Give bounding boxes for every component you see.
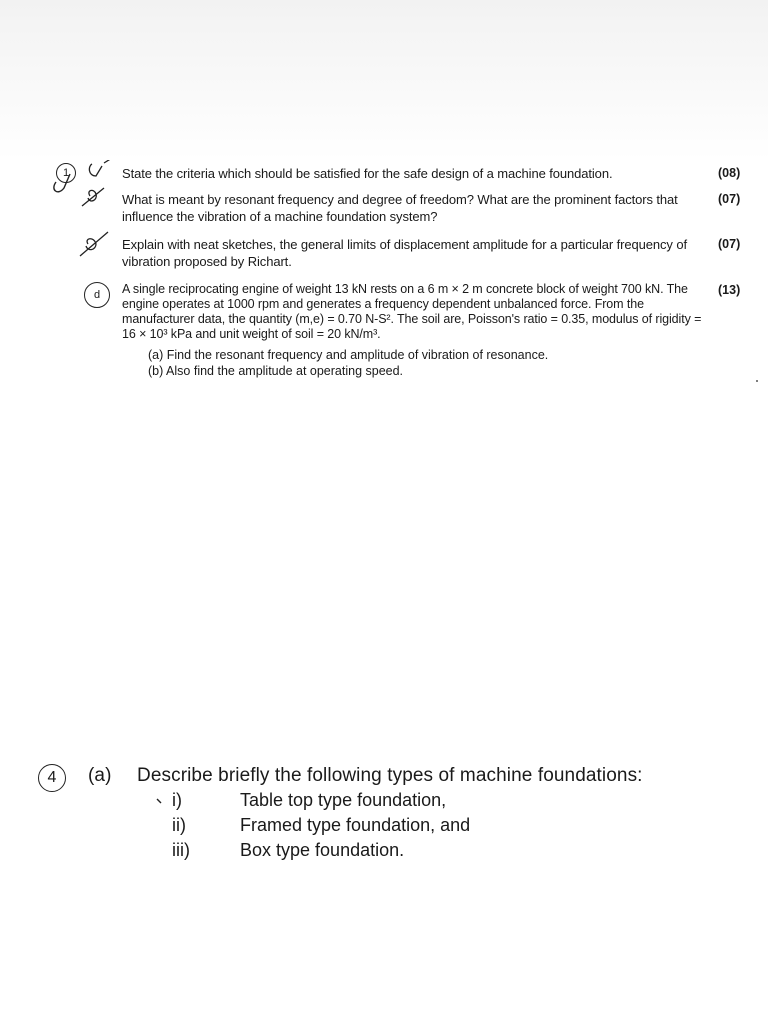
part-d-circle [84,282,110,308]
subpart-b: (b) Also find the amplitude at operating speed. [148,364,404,378]
question-1b-marks: (07) [718,192,741,206]
question-4-number-circle [38,764,66,792]
question-1d-text: A single reciprocating engine of weight 13 kN rests on a 6 m × 2 m concrete block of weight 700 kN. The engine operates at 1000 rpm and generates a frequency dependent unbalanced force. From the manufacturer data, the quantity (m,e) = 0.70 N-S². The soil are, Poisson's ratio = 0.35, modulus of rigidity = 16 × 10³ kPa and unit weight of soil = 20 kN/m³. [122,282,702,341]
part-d-label: d [93,289,101,301]
question-4-part: (a) [88,765,112,786]
question-4-item-1-number: i) [172,790,182,810]
pen-scribble-marks [48,160,118,275]
tick-mark [155,796,165,806]
question-number: 1 [62,167,70,179]
scan-dot [756,380,758,382]
scan-shadow [0,0,768,160]
question-1c-text: Explain with neat sketches, the general limits of displacement amplitude for a particular frequency of vibration proposed by Richart. [122,237,687,269]
question-1d-marks: (13) [718,283,741,297]
question-1c-marks: (07) [718,237,741,251]
question-4-item-2-number: ii) [172,815,186,835]
question-4-number: 4 [47,769,57,786]
question-4-stem: Describe briefly the following types of machine foundations: [137,765,643,786]
subpart-a: (a) Find the resonant frequency and amplitude of vibration of resonance. [148,348,549,362]
question-1a-marks: (08) [718,166,741,180]
question-4-item-3-number: iii) [172,840,190,860]
question-1a-text: State the criteria which should be satisfied for the safe design of a machine foundation. [122,166,613,181]
question-4-item-2-text: Framed type foundation, and [240,815,471,835]
question-4-item-1-text: Table top type foundation, [240,790,447,810]
question-1b-text: What is meant by resonant frequency and degree of freedom? What are the prominent factors that influence the vibration of a machine foundation system? [122,192,678,224]
question-4-item-3-text: Box type foundation. [240,840,405,860]
